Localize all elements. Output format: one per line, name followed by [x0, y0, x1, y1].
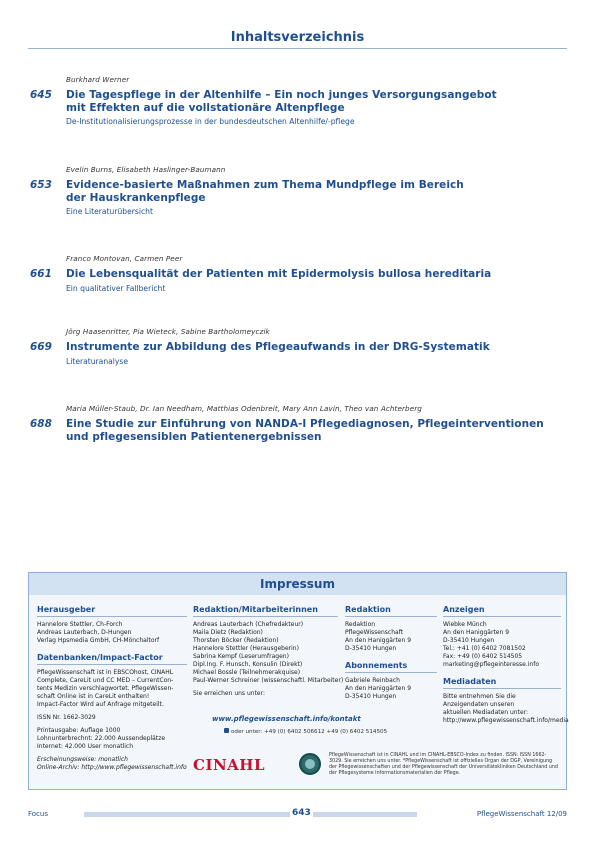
databases-line: PflegeWissenschaft ist in EBSCOhost, CINAHL	[37, 669, 174, 676]
footer-page-number: 643	[292, 808, 311, 818]
editorial-line: D-35410 Hungen	[345, 645, 397, 652]
staff-line: Thorsten Böcker (Redaktion)	[193, 637, 279, 644]
mediadata-line: aktuellen Mediadaten unter:	[443, 709, 529, 716]
editorial-staff-column	[193, 605, 344, 698]
entry-authors: Franco Montovan, Carmen Peer	[66, 254, 183, 263]
seal-icon	[299, 753, 321, 775]
entry-title-line[interactable]: Die Lebensqualität der Patienten mit Epidermolysis bullosa hereditaria	[66, 268, 492, 280]
databases-line: schaft Online ist in CareLit enthalten!	[37, 693, 150, 700]
entry-authors: Burkhard Werner	[66, 75, 130, 84]
archive-link[interactable]: Online-Archiv: http://www.pflegewissenschaft.info	[37, 764, 187, 771]
entry-subtitle: Literaturanalyse	[66, 356, 129, 366]
ads-line: Fax: +49 (0) 6402 514505	[443, 653, 523, 660]
page-footer	[28, 808, 567, 820]
footer-section: Focus	[28, 810, 48, 818]
entry-title-line[interactable]: mit Effekten auf die vollstationäre Altenpflege	[66, 101, 345, 114]
entry-title-line[interactable]: Evidence-basierte Maßnahmen zum Thema Mundpflege im Bereich	[66, 179, 464, 191]
subscriptions-line: An den Haniggärten 9	[345, 685, 412, 692]
editorial-staff-heading: Redaktion/Mitarbeiterinnen	[193, 605, 338, 617]
entry-page-number: 653	[30, 179, 52, 191]
mediadata-line: Anzeigendaten unseren	[443, 701, 515, 708]
title-divider	[28, 48, 567, 49]
staff-line: Dipl.Ing. F. Hunsch, Konsulin (Direkt)	[193, 661, 303, 668]
toc-entry[interactable]	[30, 165, 565, 216]
entry-title-line[interactable]: Die Tagespflege in der Altenhilfe – Ein noch junges Versorgungsangebot	[66, 89, 497, 101]
staff-line: Sabrina Kempf (Leserumfragen)	[193, 653, 289, 660]
entry-title-line[interactable]: und pflegesensiblen Patientenergebnissen	[66, 430, 322, 443]
toc-entry[interactable]	[30, 75, 565, 126]
ads-line: Wiebke Münch	[443, 621, 487, 628]
subscriptions-line: Gabriele Reinbach	[345, 677, 400, 684]
toc-entry[interactable]	[30, 254, 565, 293]
ads-heading: Anzeigen	[443, 605, 561, 617]
ads-column	[443, 605, 569, 725]
circulation-line: Lohnunterbrechnt: 22.000 Aussendeplätze	[37, 735, 166, 742]
toc-entry[interactable]	[30, 404, 565, 443]
entry-subtitle: De-Institutionalisierungsprozesse in der bundesdeutschen Altenhilfe/-pflege	[66, 117, 355, 126]
entry-title-line[interactable]: der Hauskrankenpflege	[66, 191, 206, 204]
cinahl-logo-text: CINAHL	[193, 756, 266, 774]
impressum-heading: Impressum	[29, 573, 566, 595]
publisher-heading: Herausgeber	[37, 605, 187, 617]
entry-authors: Maria Müller-Staub, Dr. Ian Needham, Matthias Odenbreit, Mary Ann Lavin, Theo van Achterberg	[66, 404, 422, 413]
impressum-box	[28, 572, 567, 790]
databases-heading: Datenbanken/Impact-Factor	[37, 653, 187, 665]
editorial-heading: Redaktion	[345, 605, 437, 617]
publisher-line: Hannelore Stettler, Ch-Forch	[37, 621, 123, 628]
subscriptions-line: D-35410 Hungen	[345, 693, 397, 700]
staff-line: Andreas Lauterbach (Chefredakteur)	[193, 621, 304, 628]
mediadata-link[interactable]: http://www.pflegewissenschaft.info/media	[443, 717, 569, 724]
contact-website-link[interactable]: www.pflegewissenschaft.info/kontakt	[212, 715, 361, 723]
staff-line: Maila Dietz (Redaktion)	[193, 629, 263, 636]
databases-line: Complete, CareLit und CC MED – CurrentCon-	[37, 677, 174, 684]
ads-line: Tel.: +41 (0) 6402 7081502	[443, 645, 526, 652]
publisher-line: Andreas Lauterbach, D-Hungen	[37, 629, 132, 636]
entry-title-line[interactable]: Instrumente zur Abbildung des Pflegeaufwands in der DRG-Systematik	[66, 341, 490, 353]
editorial-column	[345, 605, 437, 701]
staff-line: Paul-Werner Schreiner (wissenschaftl. Mitarbeiter)	[193, 677, 344, 684]
ads-line: An den Haniggärten 9	[443, 629, 510, 636]
databases-line: tents Medizin verschlagwortet. PflegeWissen-	[37, 685, 174, 692]
circulation-line: Printausgabe: Auflage 1000	[37, 727, 121, 734]
footer-journal: PflegeWissenschaft 12/09	[476, 810, 567, 818]
subscriptions-heading: Abonnements	[345, 661, 437, 673]
ads-email[interactable]: marketing@pflegeinteresse.info	[443, 661, 539, 668]
entry-page-number: 669	[30, 341, 52, 353]
mediadata-heading: Mediadaten	[443, 677, 561, 689]
entry-authors: Evelin Burns, Elisabeth Haslinger-Baumann	[66, 165, 226, 174]
phone-icon	[224, 728, 229, 733]
publisher-line: Verlag Hpsmedia GmbH, CH-Mönchaltorf	[37, 637, 160, 644]
entry-authors: Jörg Haasenritter, Pia Wieteck, Sabine Bartholomeyczik	[66, 327, 270, 336]
entry-page-number: 661	[30, 268, 52, 280]
mediadata-line: Bitte entnehmen Sie die	[443, 693, 516, 700]
cinahl-logo	[193, 756, 289, 778]
entry-page-number: 645	[30, 89, 52, 101]
frequency-line: Erscheinungsweise: monatlich	[37, 756, 128, 763]
entry-subtitle: Ein qualitativer Fallbericht	[66, 283, 166, 293]
entry-page-number: 688	[30, 418, 52, 430]
contact-note: Sie erreichen uns unter:	[193, 690, 265, 697]
entry-subtitle: Eine Literaturübersicht	[66, 207, 153, 216]
page-title: Inhaltsverzeichnis	[230, 30, 365, 45]
fine-print: PflegeWissenschaft ist in CINAHL und im CINAHL-EBSCO-Index zu finden. ISSN: ISSN 1662-3029. Sie erreichen uns unter. *PflegeWissenschaft ist offizielles Organ der DGP, Vereinigung der Pflegewissenschaften und der Pflegewissenschaft der Universitätskliniken Deutschland und der Pflegesysteme Informationsmaterialien der Pflege.	[329, 753, 558, 776]
staff-line: Michael Bossle (Teilnehmerakquise)	[193, 669, 301, 676]
databases-line: Impact-Factor Wird auf Anfrage mitgeteilt.	[37, 701, 164, 708]
editorial-line: An den Haniggärten 9	[345, 637, 412, 644]
publisher-column	[37, 605, 187, 772]
ads-line: D-35410 Hungen	[443, 637, 495, 644]
contact-phone-line: oder unter: +49 (0) 6402 506612 +49 (0) 6402 514505	[222, 728, 387, 735]
circulation-line: Internet: 42.000 User monatlich	[37, 743, 134, 750]
editorial-line: Redaktion	[345, 621, 376, 628]
toc-entry[interactable]	[30, 327, 565, 366]
footer-bar	[84, 812, 417, 817]
staff-line: Hannelore Stettler (Herausgeberin)	[193, 645, 299, 652]
issn: ISSN Nr. 1662-3029	[37, 714, 96, 721]
entry-title-line[interactable]: Eine Studie zur Einführung von NANDA-I Pflegediagnosen, Pflegeinterventionen	[66, 418, 544, 430]
editorial-line: PflegeWissenschaft	[345, 629, 404, 636]
